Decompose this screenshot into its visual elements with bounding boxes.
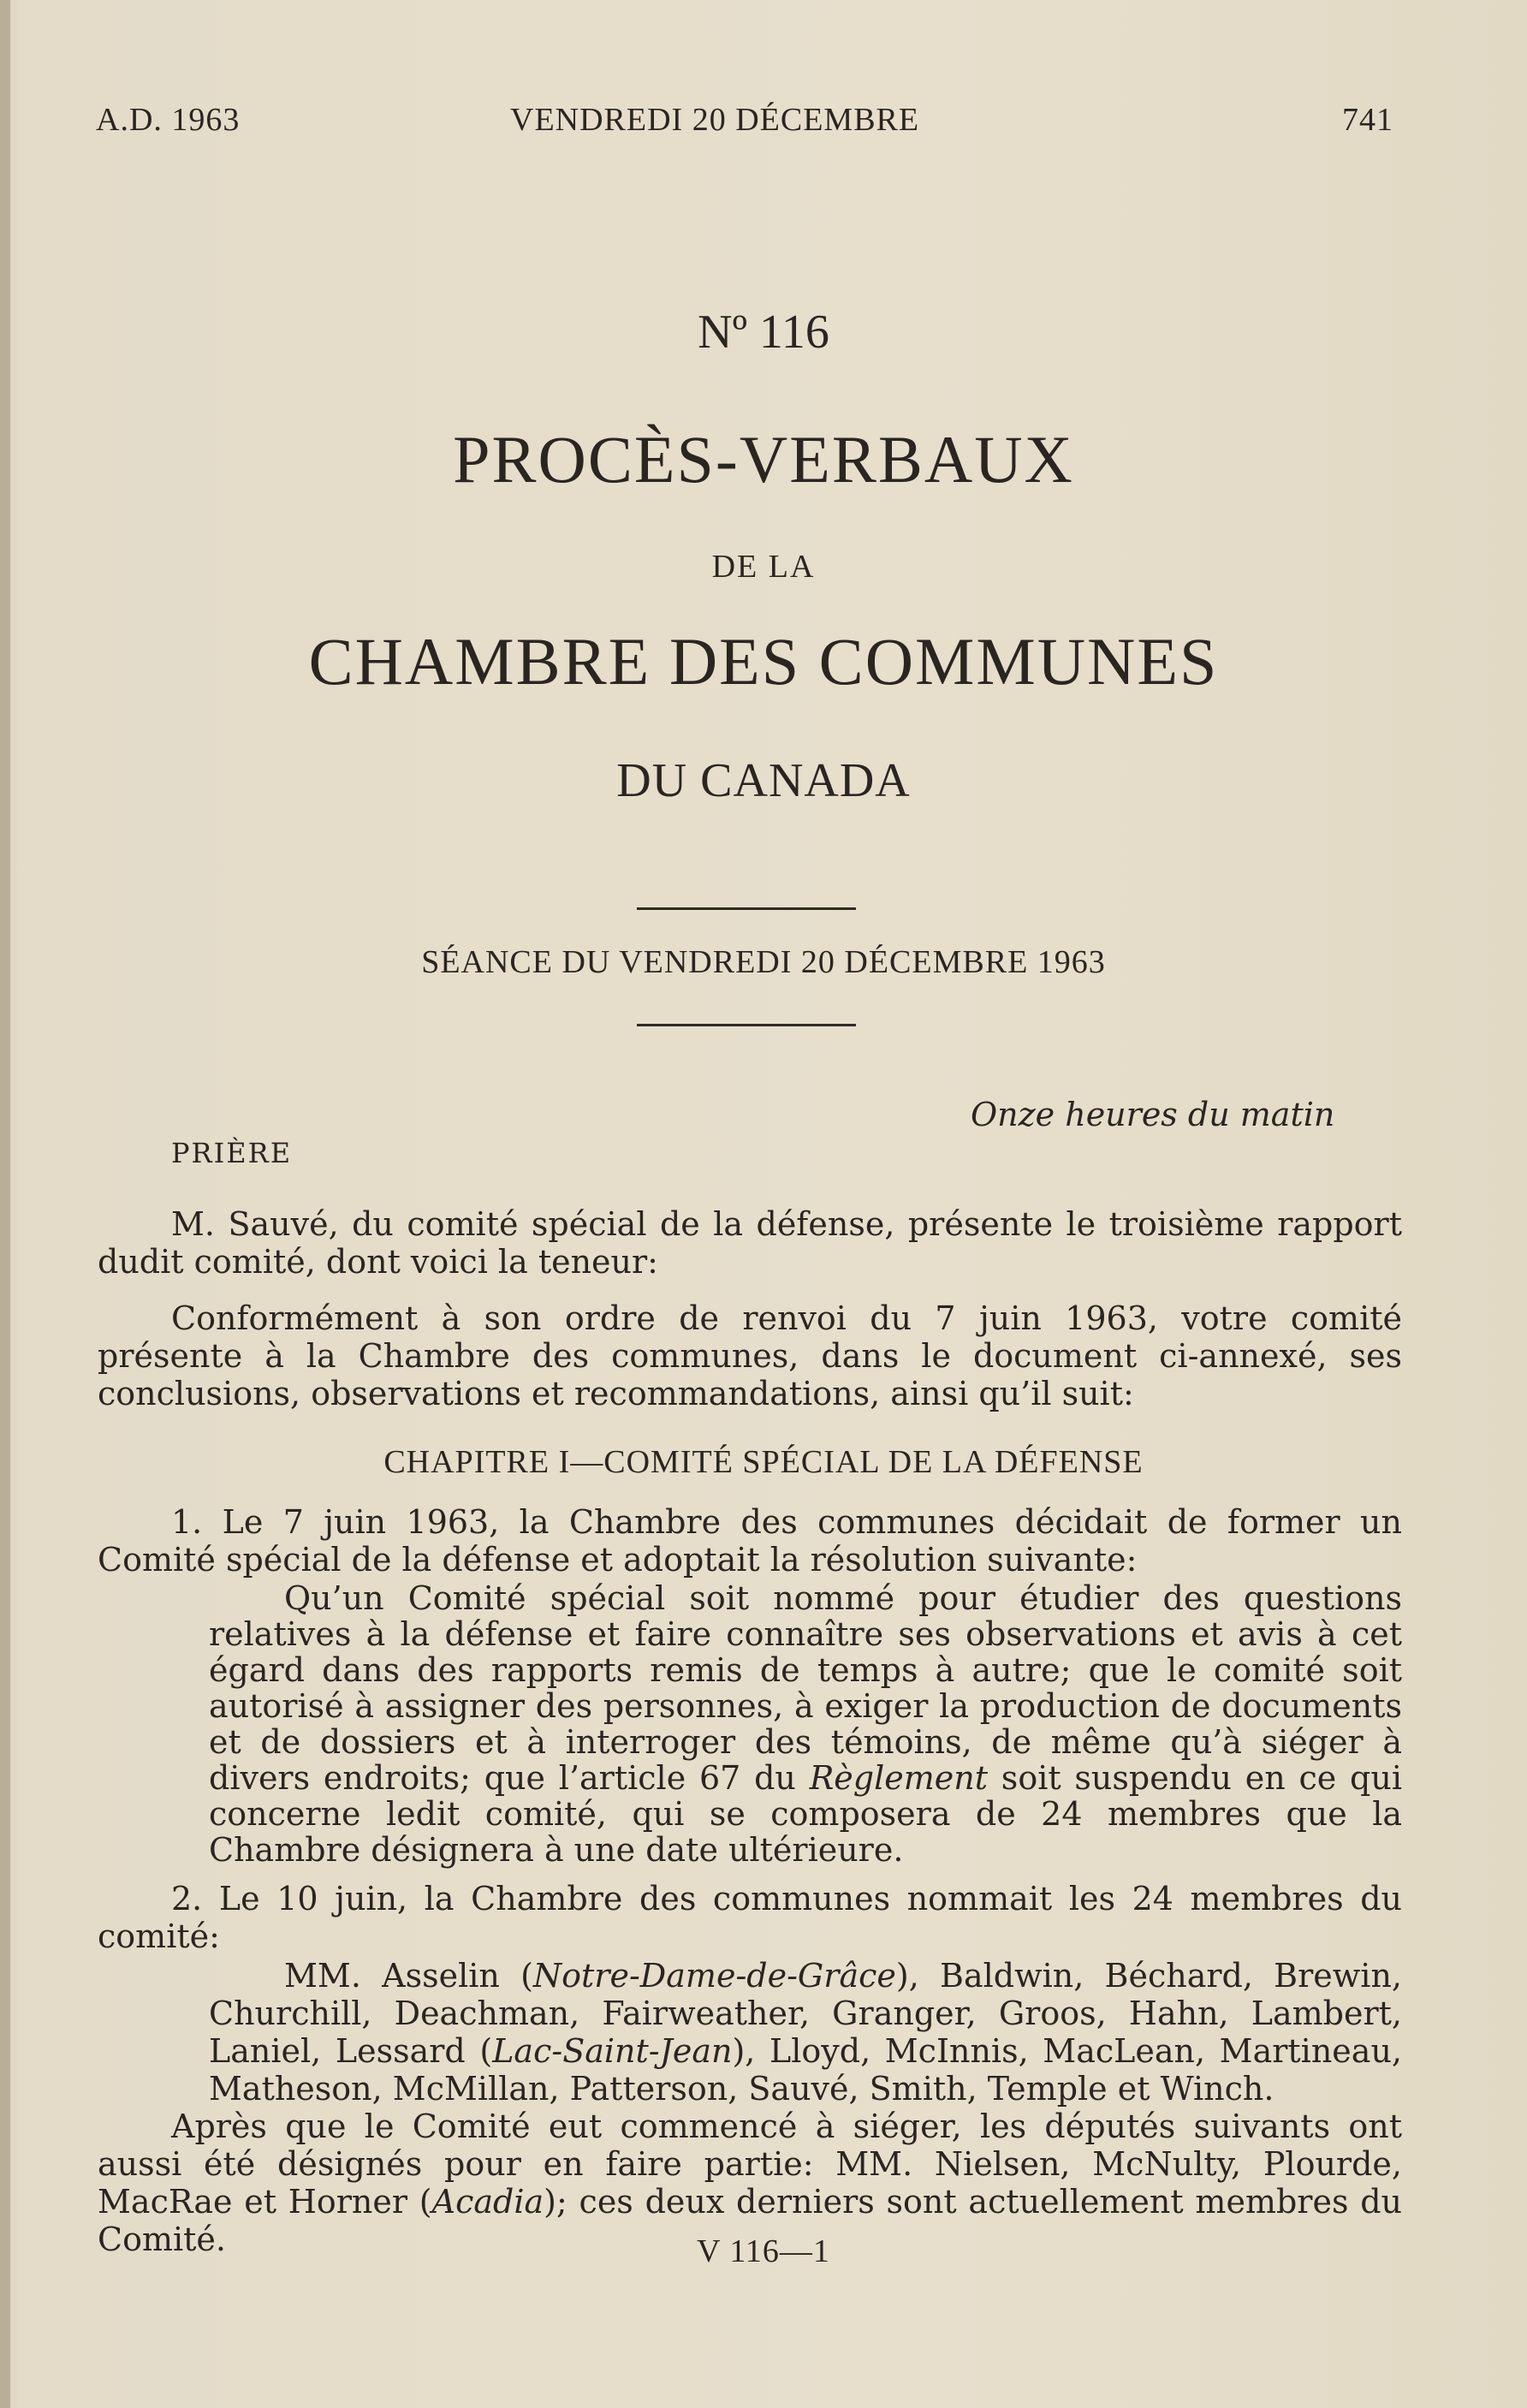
paragraph-order-of-reference: Conformément à son ordre de renvoi du 7 juin 1963, votre comité présente à la Chambre des communes, dans le document ci-annexé, ses conclusions, observations et recommandations, ainsi qu’il suit:	[98, 1299, 1402, 1412]
running-head-date: VENDREDI 20 DÉCEMBRE	[510, 102, 920, 138]
paragraph-report-intro: M. Sauvé, du comité spécial de la défense, présente le troisième rapport dudit comité, dont voici la teneur:	[98, 1205, 1402, 1281]
running-head-year: A.D. 1963	[96, 102, 241, 138]
page-number: 741	[1342, 102, 1393, 138]
members-riding-2: Lac-Saint-Jean	[492, 2032, 733, 2070]
resolution-quote	[209, 1580, 1402, 1868]
divider-top	[637, 907, 856, 910]
additional-text-a: Après que le Comité eut commencé à siéger, les députés suivants ont aussi été désignés pour en faire partie: MM. Nielsen, McNulty, Plourde, MacRae et Horner (	[98, 2108, 1402, 2221]
chapter-heading: CHAPITRE I—COMITÉ SPÉCIAL DE LA DÉFENSE	[383, 1444, 1144, 1480]
resolution-text-italic: Règlement	[809, 1759, 989, 1797]
additional-text-b: ); ces deux derniers sont actuellement membres du Comité.	[98, 2183, 1402, 2258]
additional-riding: Acadia	[431, 2183, 544, 2221]
country-title: DU CANADA	[616, 754, 911, 807]
session-time: Onze heures du matin	[971, 1096, 1335, 1133]
members-text-b: ), Baldwin, Béchard, Brewin, Churchill, Deachman, Fairweather, Granger, Groos, Hahn, Lambert, Laniel, Lessard (	[209, 1957, 1402, 2070]
binding-edge	[0, 0, 10, 2408]
members-text-a: MM. Asselin (	[284, 1957, 533, 1995]
institution-title: CHAMBRE DES COMMUNES	[308, 624, 1219, 699]
document-title: PROCÈS-VERBAUX	[453, 422, 1074, 496]
prayer-heading: PRIÈRE	[171, 1137, 293, 1169]
resolution-text-a: Qu’un Comité spécial soit nommé pour étudier des questions relatives à la défense et faire connaître ses observations et avis à cet égard dans des rapports remis de temps à autre; que le comité soit autorisé à assigner des personnes, à exiger la production de documents et de dossiers et à interroger des témoins, de même qu’à siéger à divers endroits; que l’article 67 du	[209, 1579, 1402, 1797]
paragraph-2: 2. Le 10 juin, la Chambre des communes nommait les 24 membres du comité:	[98, 1880, 1402, 1955]
title-connector: DE LA	[711, 549, 816, 585]
members-text-c: ), Lloyd, McInnis, MacLean, Martineau, Matheson, McMillan, Patterson, Sauvé, Smith, Temple et Winch.	[209, 2032, 1403, 2108]
paragraph-1: 1. Le 7 juin 1963, la Chambre des communes décidait de former un Comité spécial de la défense et adoptait la résolution suivante:	[98, 1503, 1402, 1579]
members-list	[209, 1957, 1402, 2108]
signature-mark: V 116—1	[697, 2233, 830, 2269]
divider-bottom	[637, 1024, 856, 1026]
members-riding-1: Notre-Dame-de-Grâce	[532, 1957, 896, 1995]
session-heading: SÉANCE DU VENDREDI 20 DÉCEMBRE 1963	[421, 944, 1106, 980]
resolution-text-b: soit suspendu en ce qui concerne ledit comité, qui se composera de 24 membres que la Chambre désignera à une date ultérieure.	[209, 1759, 1402, 1869]
issue-number: Nº 116	[698, 306, 829, 359]
